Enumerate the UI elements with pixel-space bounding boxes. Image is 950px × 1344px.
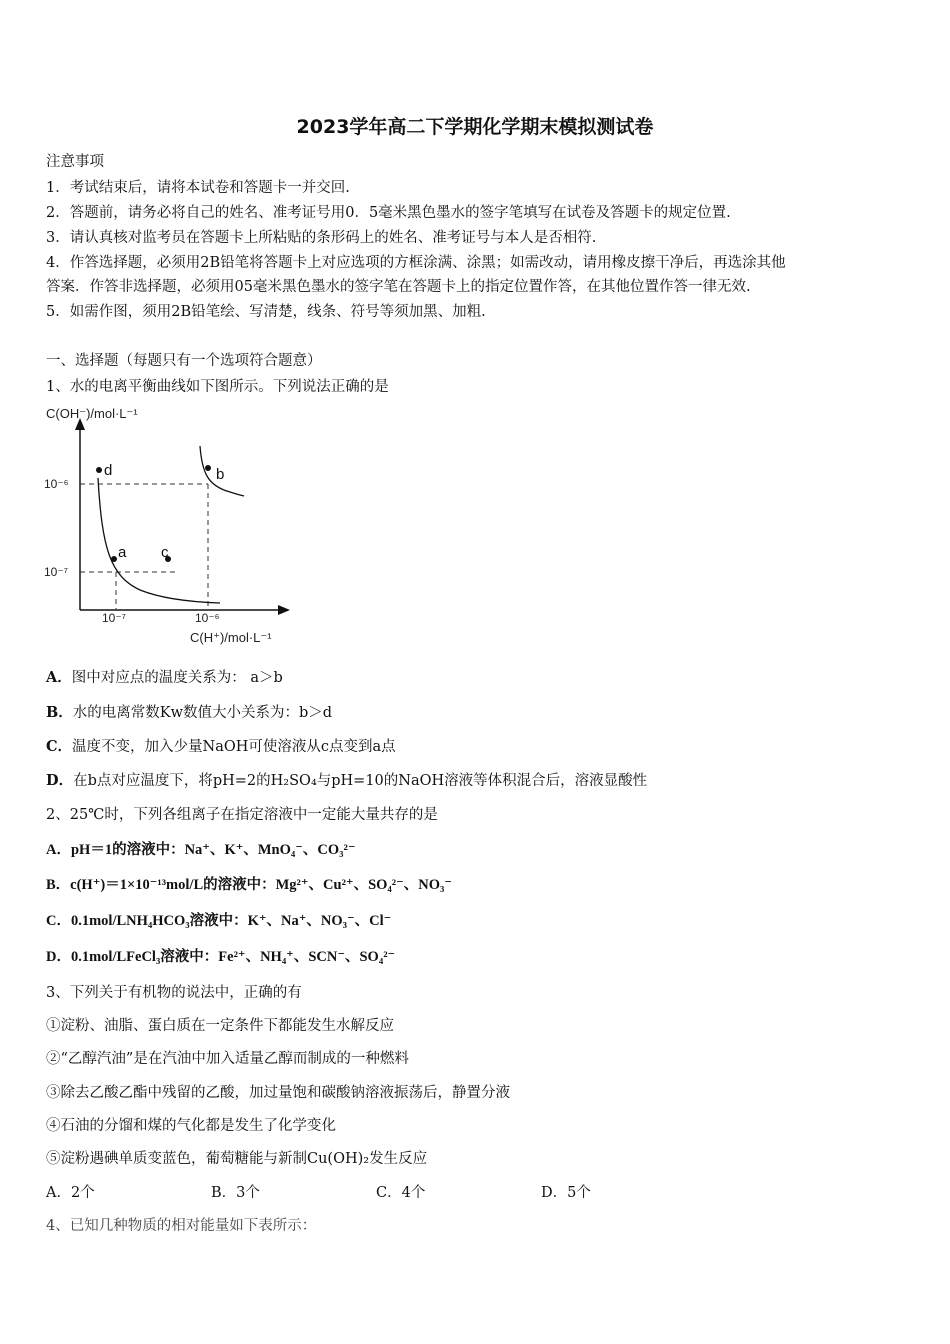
- notice-heading: 注意事项: [46, 154, 104, 170]
- notice-item: 2．答题前，请务必将自己的姓名、准考证号用0．5毫米黑色墨水的签字笔填写在试卷及答题卡的规定位置.: [46, 205, 731, 221]
- question-4-stem: 4、已知几种物质的相对能量如下表所示：: [46, 1218, 317, 1234]
- notice-item: 4．作答选择题，必须用2B铅笔将答题卡上对应选项的方框涂满、涂黑；如需改动，请用橡皮擦干净后，再选涂其他: [46, 255, 786, 271]
- ionization-graph: [40, 398, 310, 648]
- point-a-label: a: [118, 544, 127, 561]
- notice-item: 5．如需作图，须用2B铅笔绘、写清楚，线条、符号等须加黑、加粗.: [46, 304, 486, 320]
- x-tick-low: 10⁻⁷: [102, 611, 127, 625]
- q3-statement: ①淀粉、油脂、蛋白质在一定条件下都能发生水解反应: [46, 1018, 394, 1034]
- point-d-label: d: [104, 462, 113, 479]
- q3-options: [46, 1183, 706, 1203]
- q3-option-b: B．3个: [211, 1185, 260, 1201]
- q3-option-a: A．2个: [46, 1185, 95, 1201]
- q2-option-d: D．0.1mol/LFeCl₃溶液中：Fe²⁺、NH₄⁺、SCN⁻、SO₄²⁻: [46, 949, 396, 965]
- question-1-stem: 1、水的电离平衡曲线如下图所示。下列说法正确的是: [46, 379, 389, 395]
- page-title: 2023学年高二下学期化学期末模拟测试卷: [296, 116, 654, 138]
- q3-option-c: C．4个: [376, 1185, 426, 1201]
- notice-item: 1．考试结束后，请将本试卷和答题卡一并交回.: [46, 180, 350, 196]
- q2-option-c: C．0.1mol/LNH₄HCO₃溶液中：K⁺、Na⁺、NO₃⁻、Cl⁻: [46, 913, 392, 929]
- section-heading: 一、选择题（每题只有一个选项符合题意）: [46, 353, 322, 369]
- y-axis-label: C(OH⁻)/mol·L⁻¹: [46, 406, 138, 421]
- q1-option-c: C．温度不变，加入少量NaOH可使溶液从c点变到a点: [46, 738, 396, 755]
- y-tick-low: 10⁻⁷: [44, 565, 69, 579]
- notice-item: 3．请认真核对监考员在答题卡上所粘贴的条形码上的姓名、准考证号与本人是否相符.: [46, 230, 597, 246]
- q2-option-a: A．pH＝1的溶液中：Na⁺、K⁺、MnO₄⁻、CO₃²⁻: [46, 842, 356, 858]
- notice-item: 答案．作答非选择题，必须用05毫米黑色墨水的签字笔在答题卡上的指定位置作答，在其他位置作答一律无效.: [46, 279, 751, 295]
- question-2-stem: 2、25℃时，下列各组离子在指定溶液中一定能大量共存的是: [46, 807, 438, 823]
- question-3-stem: 3、下列关于有机物的说法中，正确的有: [46, 985, 302, 1001]
- point-b-label: b: [216, 466, 225, 483]
- q3-option-d: D．5个: [541, 1185, 591, 1201]
- q3-statement: ⑤淀粉遇碘单质变蓝色，葡萄糖能与新制Cu(OH)₂发生反应: [46, 1151, 428, 1167]
- point-c-label: c: [161, 544, 169, 561]
- q1-option-d: D．在b点对应温度下，将pH=2的H₂SO₄与pH=10的NaOH溶液等体积混合后，溶液显酸性: [46, 772, 648, 789]
- point-b: [205, 465, 211, 471]
- y-tick-high: 10⁻⁶: [44, 477, 69, 491]
- q3-statement: ④石油的分馏和煤的气化都是发生了化学变化: [46, 1118, 336, 1134]
- q3-statement: ②“乙醇汽油”是在汽油中加入适量乙醇而制成的一种燃料: [46, 1051, 409, 1067]
- q1-option-b: B．水的电离常数Kw数值大小关系为：b＞d: [46, 704, 333, 721]
- q3-statement: ③除去乙酸乙酯中残留的乙酸，加过量饱和碳酸钠溶液振荡后，静置分液: [46, 1085, 510, 1101]
- q2-option-b: B．c(H⁺)＝1×10⁻¹³mol/L的溶液中：Mg²⁺、Cu²⁺、SO₄²⁻、NO₃⁻: [46, 877, 453, 893]
- x-tick-high: 10⁻⁶: [195, 611, 220, 625]
- point-a: [111, 556, 117, 562]
- x-axis-label: C(H⁺)/mol·L⁻¹: [190, 630, 272, 645]
- point-d: [96, 467, 102, 473]
- q1-option-a: A．图中对应点的温度关系为： a＞b: [46, 669, 283, 686]
